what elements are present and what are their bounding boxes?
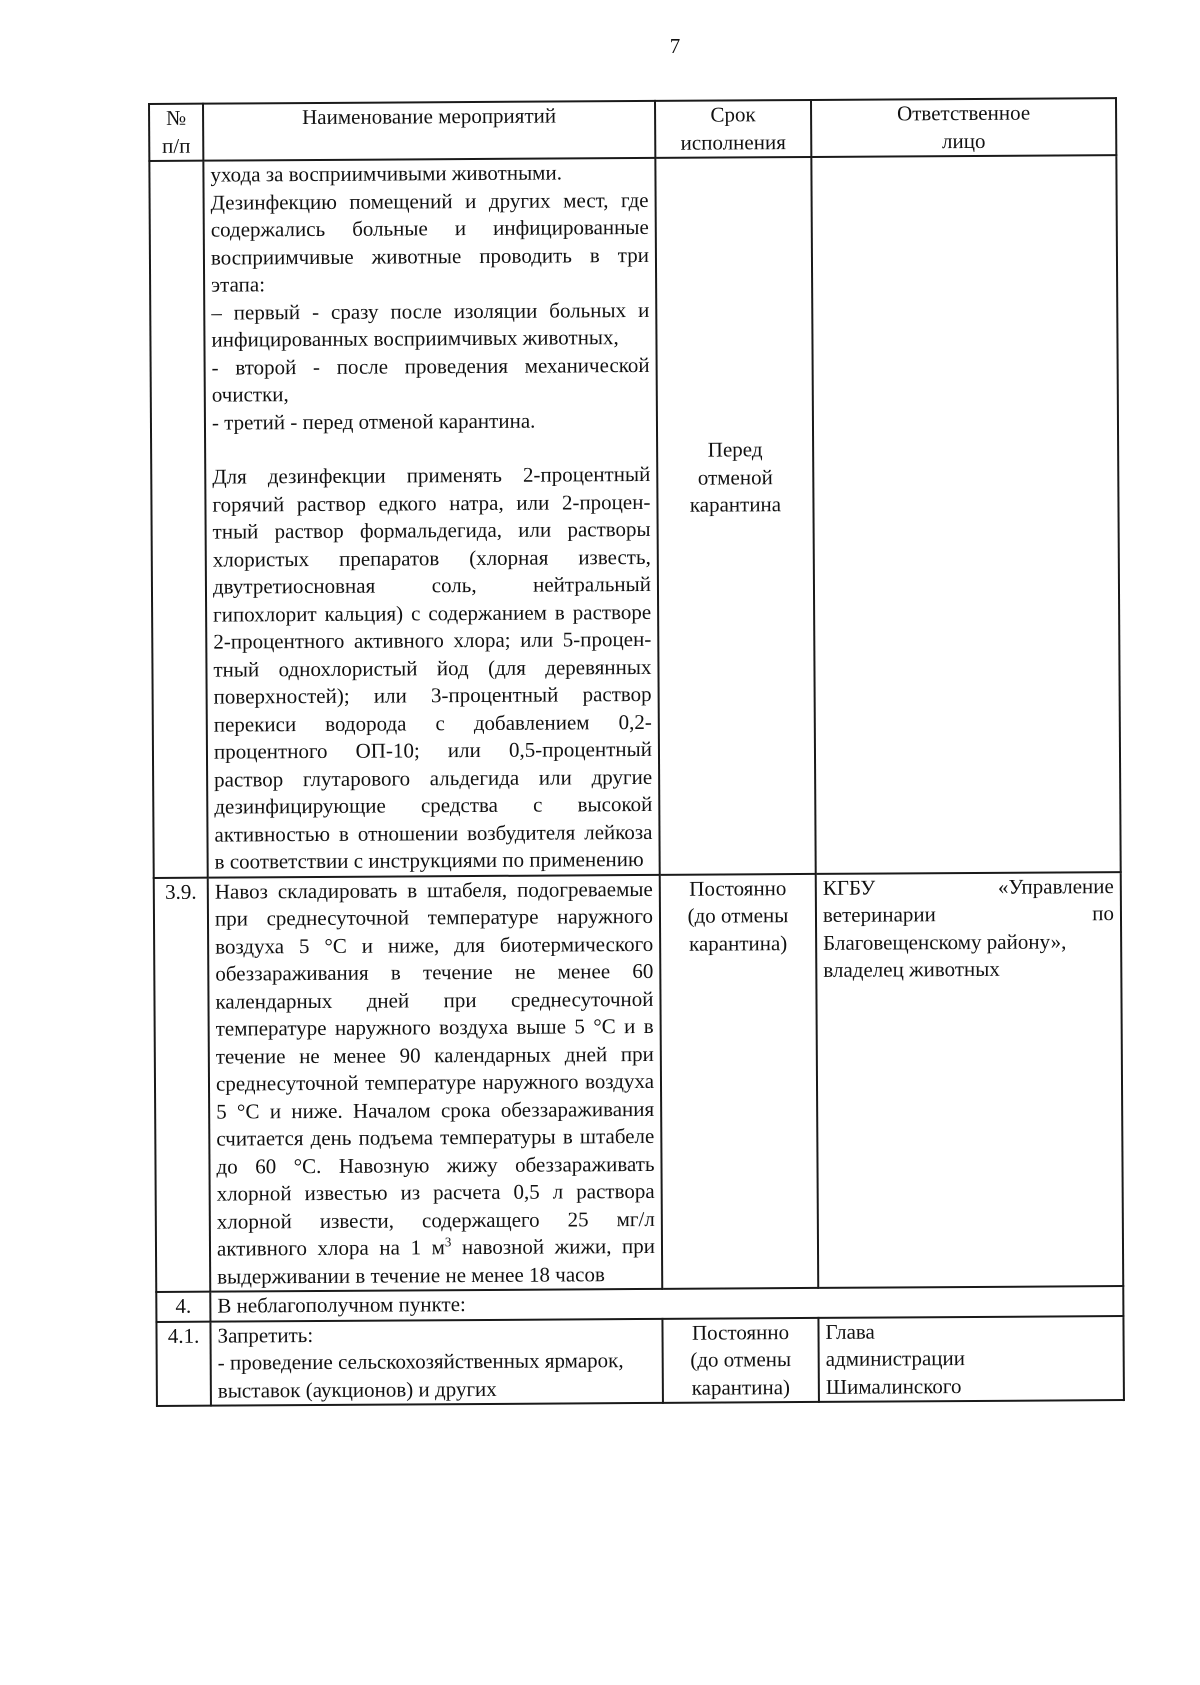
row-responsible: Глава администрации Шималинского (818, 1316, 1124, 1402)
desc-line: - второй - после проведения механической очистки, (211, 352, 650, 407)
desc-paragraph (215, 875, 656, 1290)
desc-line: – первый - сразу после изоляции больных и инфицированных восприимчивых животных, (211, 297, 650, 352)
row-responsible-text: КГБУ «Управление ветеринарии по Благовещенскому району», владелец животных (822, 873, 1115, 982)
row-term-text: Перед отменой карантина (689, 437, 782, 517)
desc-paragraph: Для дезинфекции применять 2-процентный горячий раствор едкого натра, или 2-процен-тный раствор формальдегида, или растворы хлористых препаратов (хлорная известь, двутретиосновная соль, нейтральный гипохлорит кальция) с содержанием в растворе 2-процентного активного хлора; или 5-процен-тный однохлористый йод (для деревянных поверхностей); или 3-процентный раствор перекиси водорода с добавлением 0,2-процентного ОП-10; или 0,5-процентный раствор глутарового альдегида или другие дезинфицирующие средства с высокой активностью в отношении возбудителя лейкоза в соответствии с инструкциями по применению (212, 461, 653, 874)
table-row (154, 872, 1124, 1292)
superscript: 3 (444, 1234, 452, 1250)
row-responsible (811, 155, 1120, 873)
row-number: 4. (156, 1292, 210, 1322)
measures-table (148, 97, 1125, 1407)
desc-line: - третий - перед отменой карантина. (211, 408, 536, 435)
row-description (208, 874, 663, 1291)
desc-text: Навоз складировать в штабеля, подогреваемые при среднесуточной температуре наружного воздуха 5 °С и ниже, для биотермического обеззараживания в течение не менее 60 календарных дней при среднесуточной температуре наружного воздуха выше 5 °С и в течение не менее 90 календарных дней при среднесуточной температуре наружного воздуха 5 °С и ниже. Началом срока обеззараживания считается день подъема температуры в штабеле до 60 °С. Навозную жижу обеззараживать хлорной известью из расчета 0,5 л раствора хлорной извести, содержащего 25 мг/л активного хлора на 1 м (214, 876, 655, 1261)
row-term (655, 157, 815, 874)
desc-line: ухода за восприимчивыми животными. (210, 160, 562, 187)
table-row (156, 1316, 1123, 1406)
row-number: 3.9. (154, 877, 211, 1292)
desc-text-tail: навозной жижи, при выдерживании в течение не менее 18 часов (217, 1233, 656, 1289)
header-name: Наименование мероприятий (203, 101, 655, 161)
header-num: № п/п (149, 104, 203, 161)
row-term: Постоянно (до отмены карантина) (660, 873, 819, 1288)
table-header-row (149, 98, 1116, 161)
row-term: Постоянно (до отмены карантина) (662, 1317, 819, 1402)
row-number: 4.1. (156, 1321, 211, 1406)
row-responsible (816, 872, 1124, 1288)
header-responsible: Ответственное лицо (811, 98, 1116, 157)
desc-paragraph: Запретить: - проведение сельскохозяйственных ярмарок, выставок (аукционов) и других (217, 1322, 624, 1403)
table-row (149, 155, 1120, 877)
row-description (210, 1318, 663, 1405)
row-section-title: В неблагополучном пункте: (210, 1286, 1123, 1321)
page-number: 7 (669, 34, 681, 58)
row-description (203, 158, 659, 877)
header-term: Срок исполнения (655, 100, 811, 158)
row-number (149, 161, 207, 878)
desc-line: Дезинфекцию помещений и других мест, где содержались больные и инфицированные восприимчивые животные проводить в три этапа: (210, 187, 650, 297)
